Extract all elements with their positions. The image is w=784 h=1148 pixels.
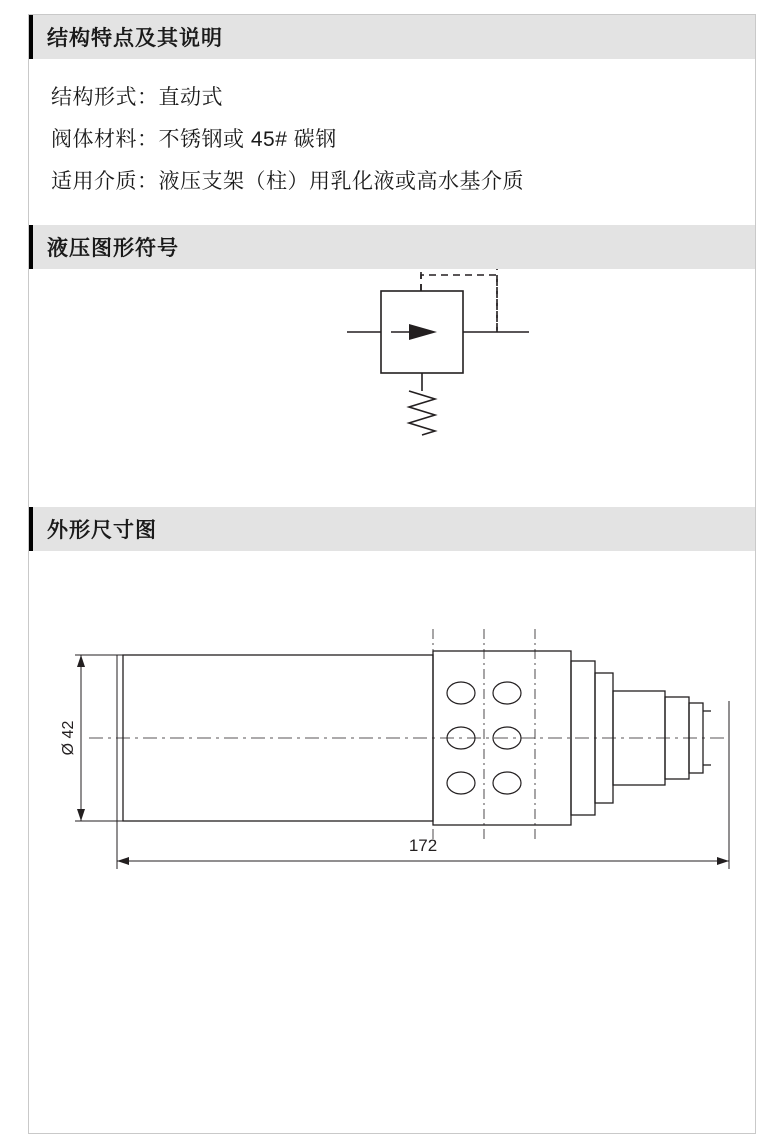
length-label: 172 bbox=[408, 836, 438, 855]
section-body-structure bbox=[29, 59, 755, 225]
section-header-structure bbox=[29, 15, 755, 59]
diameter-label: Ø 42 bbox=[60, 720, 77, 756]
valve-outline-drawing bbox=[29, 551, 755, 1071]
section-title-dimension: 外形尺寸图 bbox=[47, 519, 157, 542]
section-header-symbol bbox=[29, 225, 755, 269]
section-title-symbol: 液压图形符号 bbox=[47, 237, 179, 260]
spec-line-medium: 适用介质：液压支架（柱）用乳化液或高水基介质 bbox=[51, 170, 524, 193]
spec-line-body-material: 阀体材料：不锈钢或 45# 碳钢 bbox=[51, 128, 337, 151]
document-page bbox=[28, 14, 756, 1134]
section-header-dimension bbox=[29, 507, 755, 551]
construction-lines bbox=[433, 629, 535, 841]
hydraulic-symbol-pilot-lines bbox=[29, 269, 755, 507]
spec-line-structure-type: 结构形式：直动式 bbox=[51, 86, 223, 109]
dimension-drawing-area bbox=[29, 551, 755, 1071]
section-title-structure: 结构特点及其说明 bbox=[47, 27, 223, 50]
hydraulic-symbol-area bbox=[29, 269, 755, 507]
